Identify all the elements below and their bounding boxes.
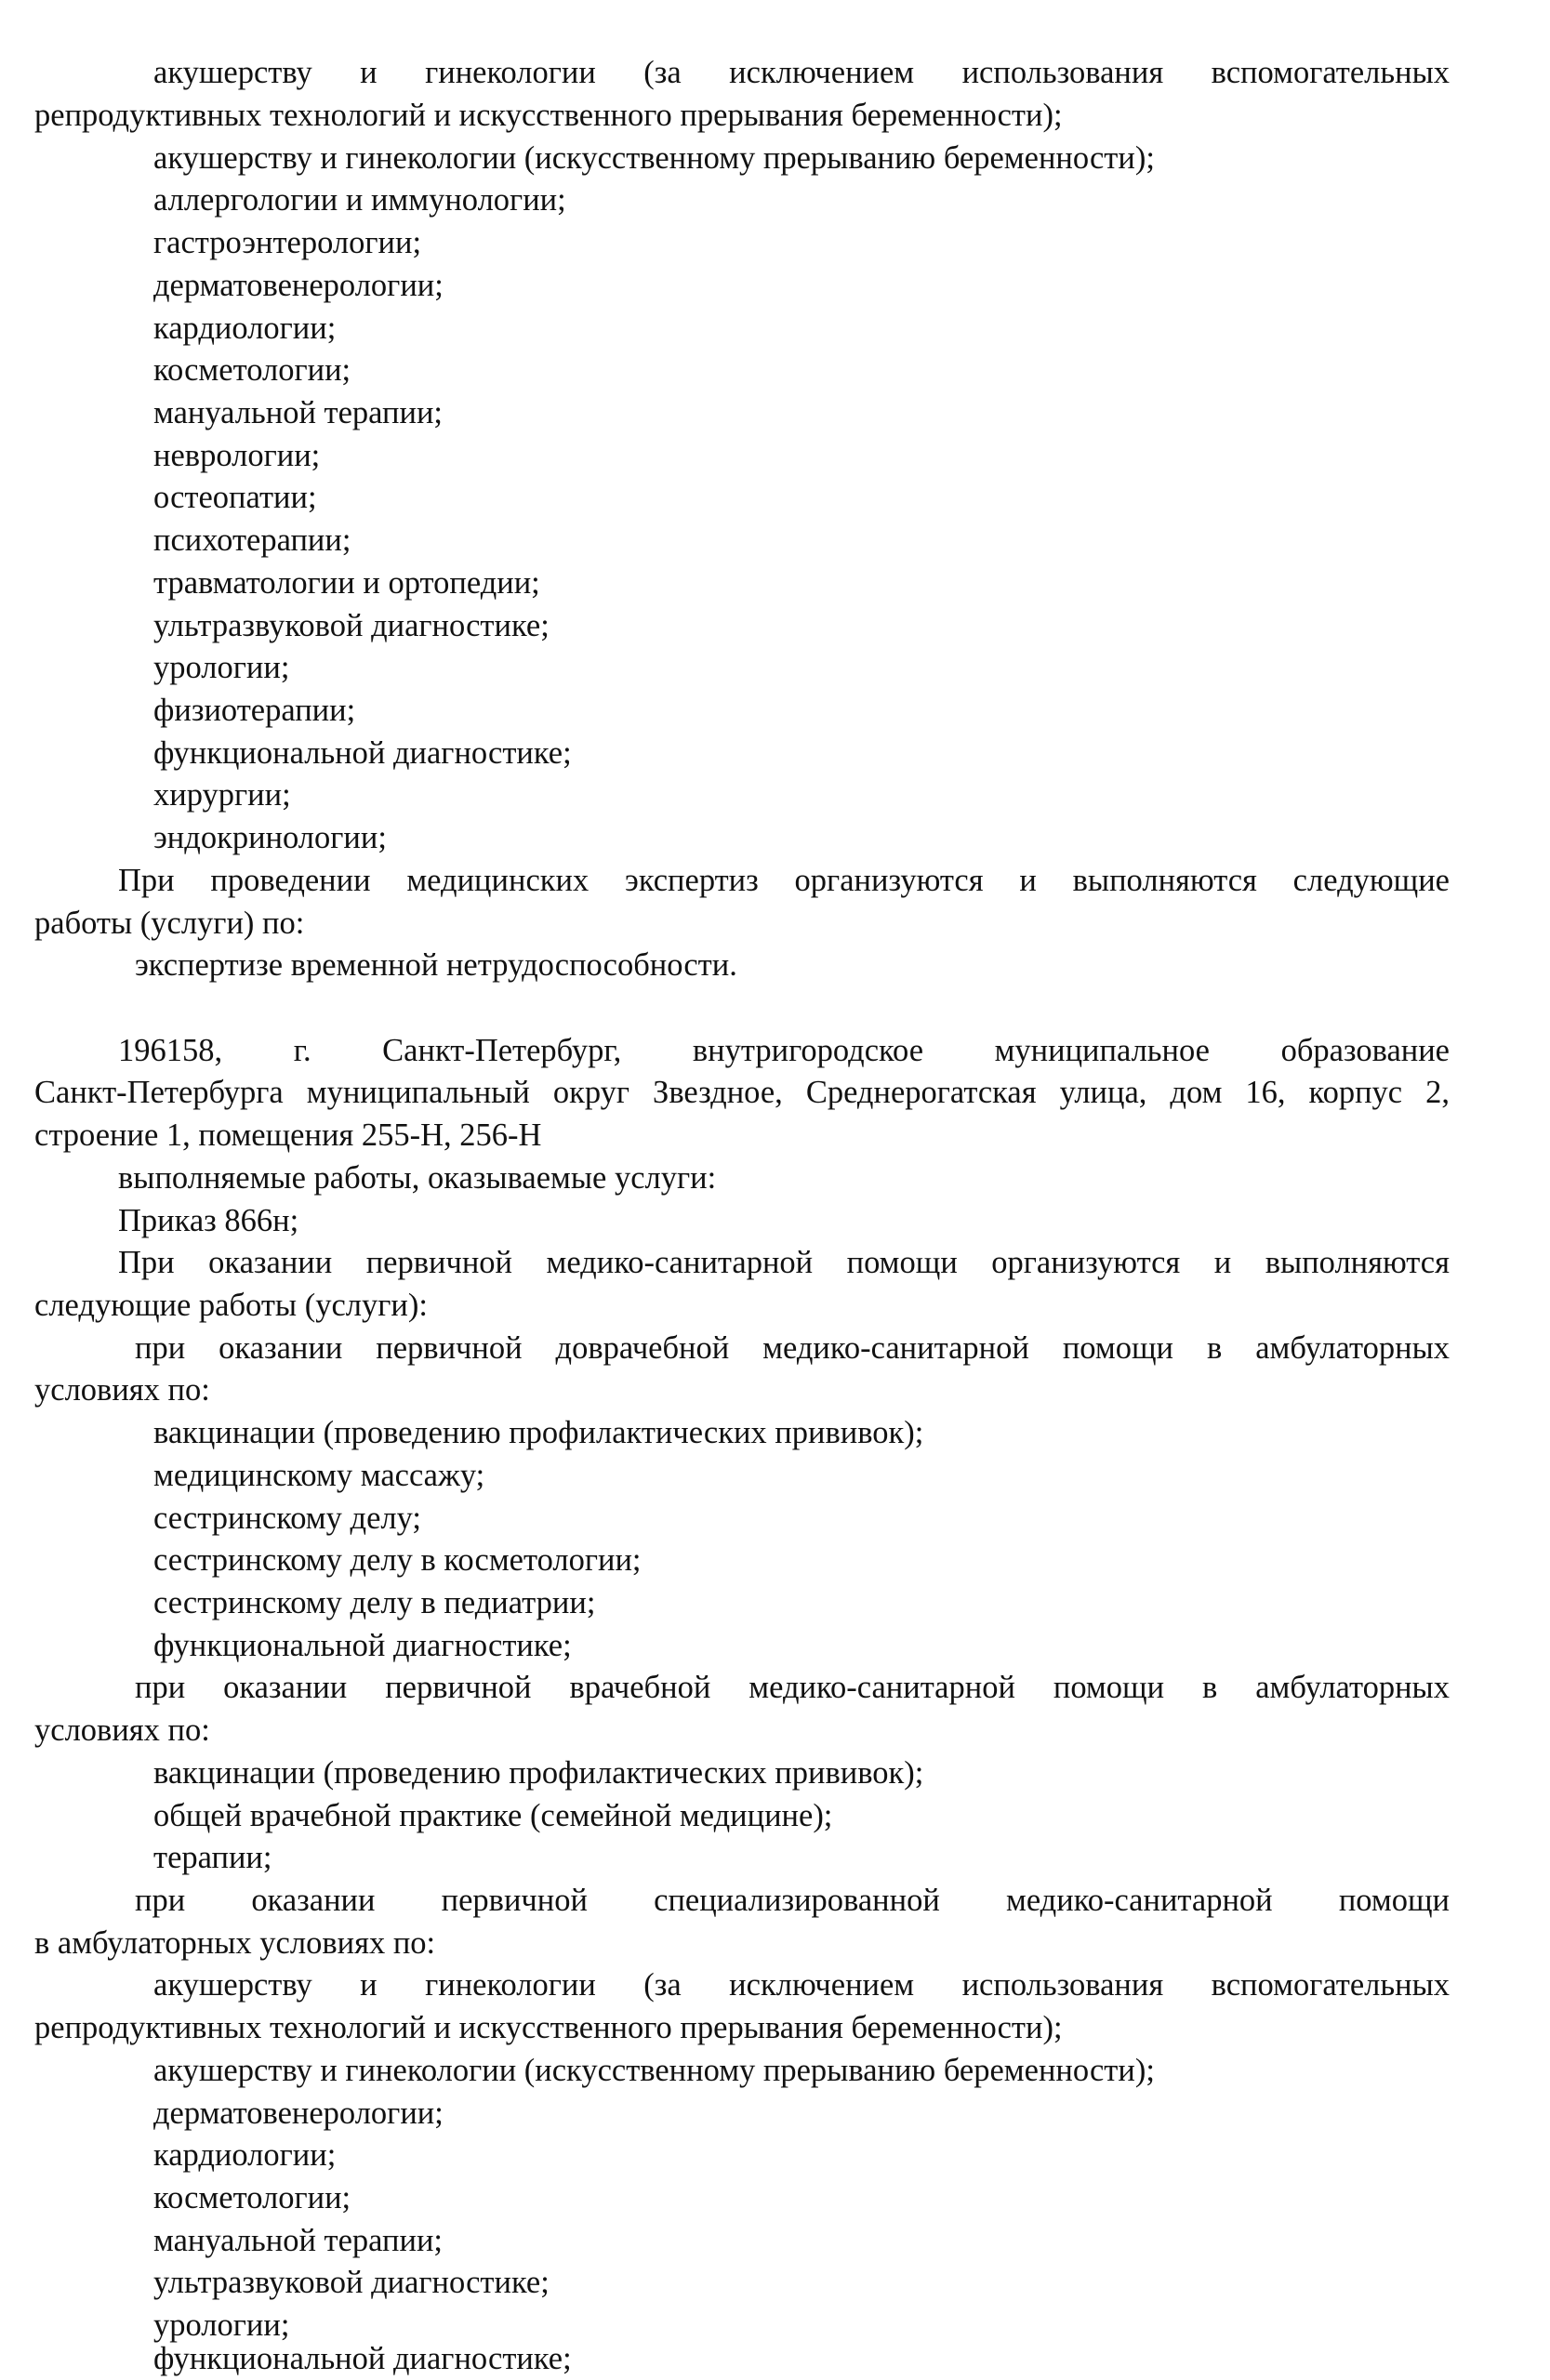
- vrach-heading-line2: условиях по:: [34, 1712, 210, 1748]
- list-item-obgyn-line1: акушерству и гинекологии (за исключением использования вспомогательных: [153, 55, 1450, 90]
- vrach-heading-line1: при оказании первичной врачебной медико-санитарной помощи в амбулаторных: [135, 1670, 1450, 1705]
- list-item: психотерапии;: [153, 522, 351, 558]
- list-item: функциональной диагностике;: [153, 735, 572, 771]
- spec-heading-line2: в амбулаторных условиях по:: [34, 1925, 436, 1961]
- primary-care-intro-line1: При оказании первичной медико-санитарной помощи организуются и выполняются: [118, 1245, 1450, 1280]
- list-item-obgyn-line1: акушерству и гинекологии (за исключением использования вспомогательных: [153, 1967, 1450, 2003]
- list-item: мануальной терапии;: [153, 2223, 444, 2258]
- expertise-intro-line2: работы (услуги) по:: [34, 906, 305, 941]
- list-item: медицинскому массажу;: [153, 1458, 485, 1493]
- list-item: сестринскому делу;: [153, 1501, 421, 1536]
- expertise-item: экспертизе временной нетрудоспособности.: [135, 947, 737, 983]
- prevrach-heading-line2: условиях по:: [34, 1372, 210, 1408]
- list-item: косметологии;: [153, 352, 351, 388]
- list-item: эндокринологии;: [153, 820, 387, 855]
- list-item: хирургии;: [153, 777, 291, 813]
- order-reference: Приказ 866н;: [118, 1203, 299, 1238]
- list-item: гастроэнтерологии;: [153, 225, 422, 260]
- works-label: выполняемые работы, оказываемые услуги:: [118, 1160, 717, 1196]
- list-item: функциональной диагностике;: [153, 2341, 572, 2376]
- spec-heading-line1: при оказании первичной специализированной медико-санитарной помощи: [135, 1883, 1450, 1918]
- list-item-obgyn-abortion: акушерству и гинекологии (искусственному прерыванию беременности);: [153, 2053, 1155, 2088]
- list-item-obgyn-line2: репродуктивных технологий и искусственного прерывания беременности);: [34, 2010, 1063, 2045]
- list-item: остеопатии;: [153, 480, 317, 515]
- list-item: кардиологии;: [153, 2137, 337, 2173]
- list-item: ультразвуковой диагностике;: [153, 2265, 550, 2300]
- list-item-obgyn-abortion: акушерству и гинекологии (искусственному прерыванию беременности);: [153, 140, 1155, 176]
- list-item: аллергологии и иммунологии;: [153, 182, 566, 218]
- list-item: сестринскому делу в косметологии;: [153, 1542, 642, 1578]
- list-item: урологии;: [153, 650, 290, 685]
- list-item: травматологии и ортопедии;: [153, 565, 540, 601]
- list-item-obgyn-line2: репродуктивных технологий и искусственного прерывания беременности);: [34, 98, 1063, 133]
- list-item: физиотерапии;: [153, 693, 356, 728]
- list-item: вакцинации (проведению профилактических прививок);: [153, 1415, 924, 1450]
- prevrach-heading-line1: при оказании первичной доврачебной медико-санитарной помощи в амбулаторных: [135, 1330, 1450, 1366]
- list-item: ультразвуковой диагностике;: [153, 608, 550, 643]
- list-item: вакцинации (проведению профилактических прививок);: [153, 1755, 924, 1791]
- address-line2: Санкт-Петербурга муниципальный округ Звездное, Среднерогатская улица, дом 16, корпус 2,: [34, 1075, 1450, 1110]
- list-item: мануальной терапии;: [153, 395, 444, 430]
- list-item: дерматовенерологии;: [153, 268, 444, 303]
- list-item: косметологии;: [153, 2180, 351, 2215]
- expertise-intro-line1: При проведении медицинских экспертиз организуются и выполняются следующие: [118, 863, 1450, 898]
- address-line3: строение 1, помещения 255-Н, 256-Н: [34, 1117, 542, 1153]
- list-item: функциональной диагностике;: [153, 1628, 572, 1663]
- address-line1: 196158, г. Санкт-Петербург, внутригородское муниципальное образование: [118, 1033, 1450, 1068]
- list-item: неврологии;: [153, 438, 321, 473]
- list-item: кардиологии;: [153, 311, 337, 346]
- list-item: общей врачебной практике (семейной медицине);: [153, 1798, 833, 1833]
- list-item: урологии;: [153, 2307, 290, 2343]
- list-item: сестринскому делу в педиатрии;: [153, 1585, 596, 1620]
- list-item: дерматовенерологии;: [153, 2096, 444, 2131]
- primary-care-intro-line2: следующие работы (услуги):: [34, 1288, 428, 1323]
- list-item: терапии;: [153, 1840, 272, 1875]
